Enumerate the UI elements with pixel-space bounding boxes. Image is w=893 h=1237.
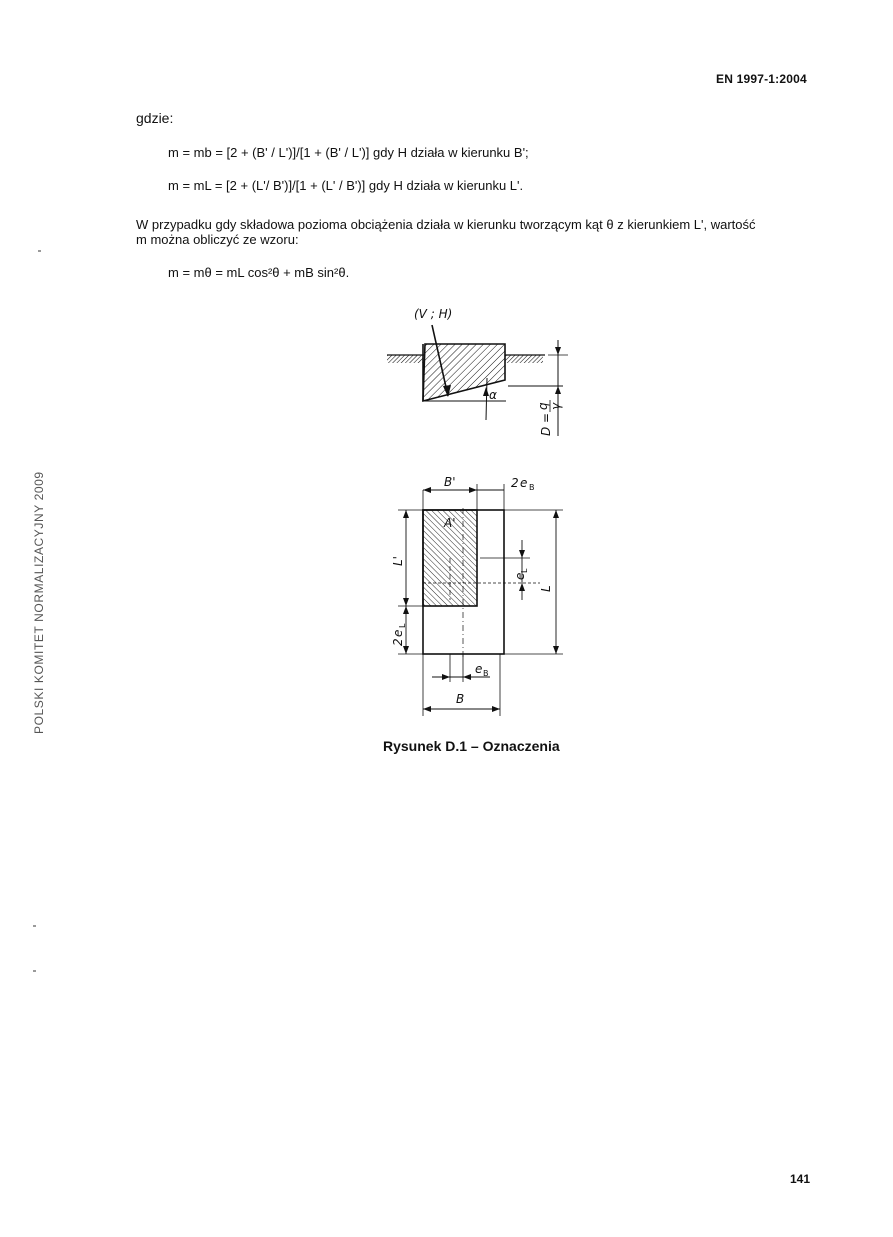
alpha-label: α [489,388,497,402]
two-el-e: e [391,629,405,637]
length-label: L [539,585,553,592]
page-number: 141 [790,1172,811,1186]
q-label: q [536,402,550,410]
standard-code: EN 1997-1:2004 [716,72,807,86]
side-watermark: POLSKI KOMITET NORMALIZACYJNY 2009 [32,471,46,734]
equation-m-b: m = mb = [2 + (B' / L')]/[1 + (B' / L')] gdy H działa w kierunku B'; [168,145,529,160]
ground-left [387,355,423,363]
intro-text: gdzie: [136,110,174,126]
figure-caption: Rysunek D.1 – Oznaczenia [383,738,560,754]
effective-area-label: A' [444,516,456,530]
eb-sub: B [483,669,489,678]
paragraph-line-2: m można obliczyć ze wzoru: [136,232,299,247]
el-sub: L [520,568,529,573]
scan-speck [33,925,36,927]
width-label: B [456,692,465,706]
scan-speck [38,250,41,252]
effective-width-label: B' [444,475,456,489]
load-label: (V ; H) [414,307,453,321]
gamma-label: γ [549,402,563,410]
two-el-sub: L [398,623,407,628]
eb-e: e [475,662,483,676]
two-eb-two: 2 [511,476,519,490]
ground-right [505,355,543,363]
equation-m-l: m = mL = [2 + (L'/ B')]/[1 + (L' / B')] gdy H działa w kierunku L'. [168,178,524,193]
paragraph-line-1: W przypadku gdy składowa pozioma obciążenia działa w kierunku tworzącym kąt θ z kierunkiem L', wartość [136,217,756,232]
two-eb-e: e [520,476,528,490]
effective-area-diagram [391,475,563,716]
two-el-two: 2 [391,638,405,646]
el-e: e [513,572,527,580]
depth-label: D = [539,412,553,436]
equation-m-theta: m = mθ = mL cos²θ + mB sin²θ. [168,265,350,280]
foundation-section-diagram [387,307,568,436]
two-eb-sub: B [529,483,535,492]
scan-speck [33,970,36,972]
effective-length-label: L' [391,556,405,566]
